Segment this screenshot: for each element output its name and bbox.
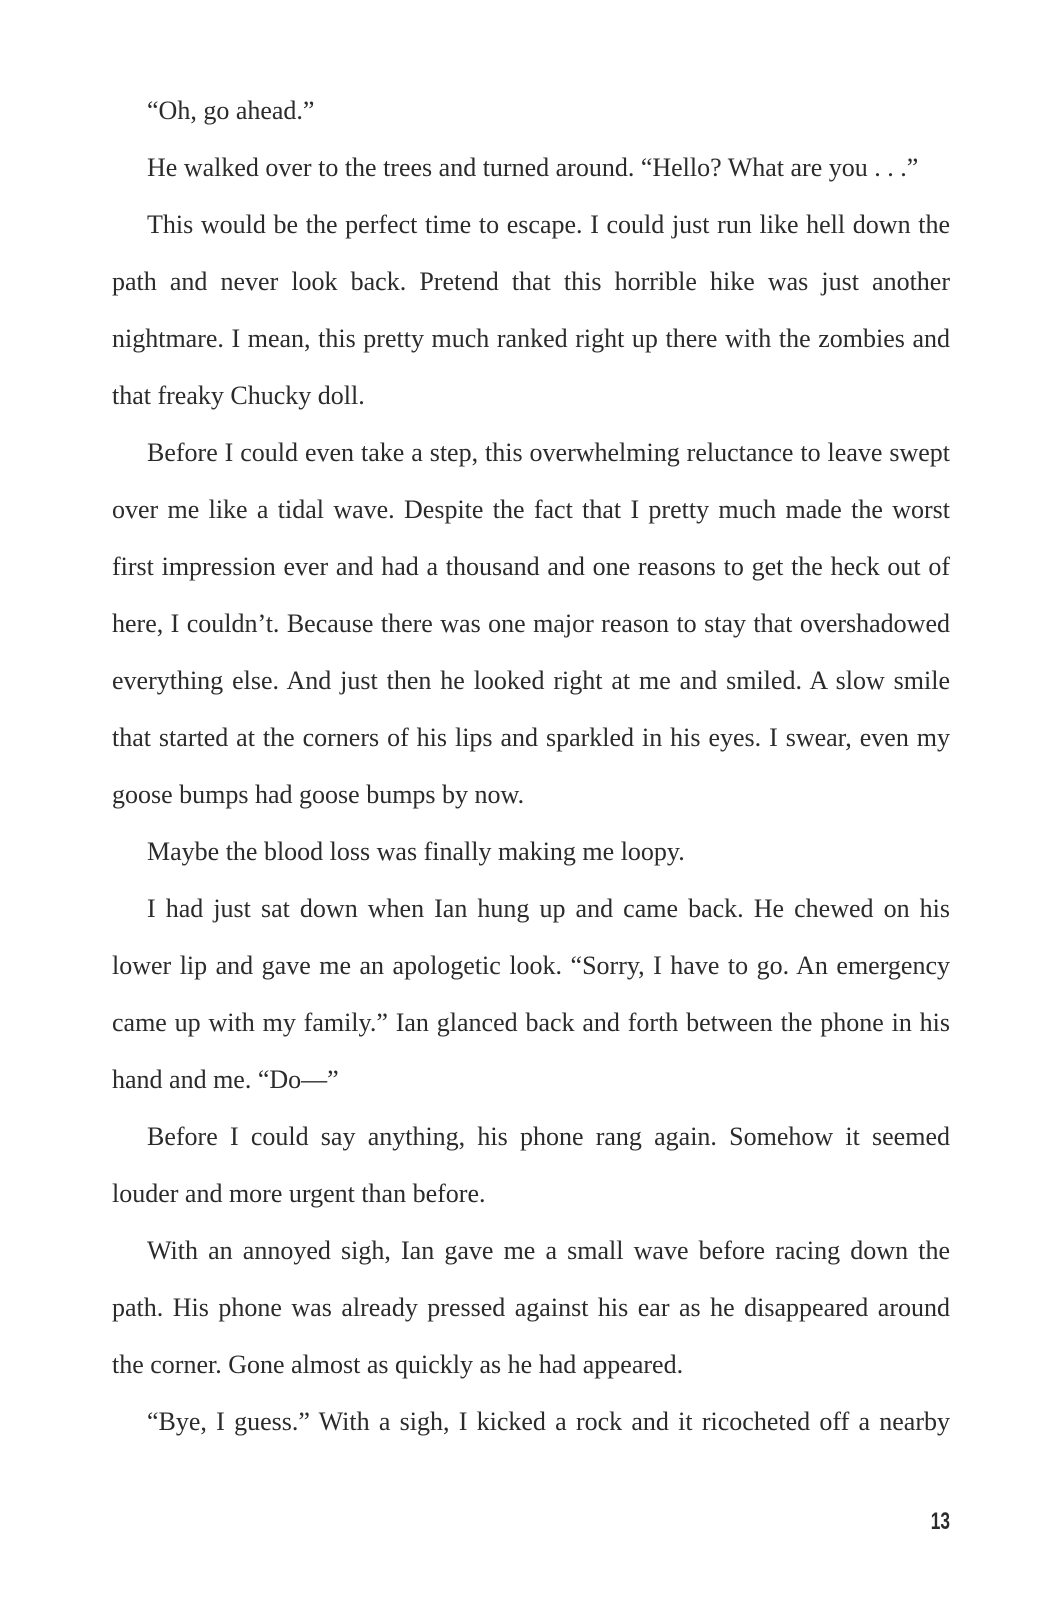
paragraph: Before I could say anything, his phone rang again. Somehow it seemed louder and more urgent than before. <box>112 1122 950 1208</box>
paragraph: Before I could even take a step, this overwhelming reluctance to leave swept over me like a tidal wave. Despite the fact that I pretty much made the worst first impression ever and had a thousand and one reasons to get the heck out of here, I couldn’t. Because there was one major reason to stay that overshadowed everything else. And just then he looked right at me and smiled. A slow smile that started at the corners of his lips and sparkled in his eyes. I swear, even my goose bumps had goose bumps by now. <box>112 438 950 809</box>
paragraph: I had just sat down when Ian hung up and came back. He chewed on his lower lip and gave me an apologetic look. “Sorry, I have to go. An emergency came up with my family.” Ian glanced back and forth between the phone in his hand and me. “Do—” <box>112 894 950 1094</box>
paragraph: With an annoyed sigh, Ian gave me a small wave before racing down the path. His phone was already pressed against his ear as he disappeared around the corner. Gone almost as quickly as he had appeared. <box>112 1236 950 1379</box>
paragraph-last: “Bye, I guess.” With a sigh, I kicked a rock and it ricocheted off a nearby <box>147 1407 950 1436</box>
paragraph: Maybe the blood loss was finally making me loopy. <box>147 837 685 866</box>
paragraph: He walked over to the trees and turned around. “Hello? What are you . . .” <box>147 153 919 182</box>
page-number: 13 <box>930 1508 950 1535</box>
body-text <box>112 82 950 1450</box>
paragraph: This would be the perfect time to escape. I could just run like hell down the path and never look back. Pretend that this horrible hike was just another nightmare. I mean, this pretty much ranked right up there with the zombies and that freaky Chucky doll. <box>112 210 950 410</box>
paragraph: “Oh, go ahead.” <box>147 96 315 125</box>
